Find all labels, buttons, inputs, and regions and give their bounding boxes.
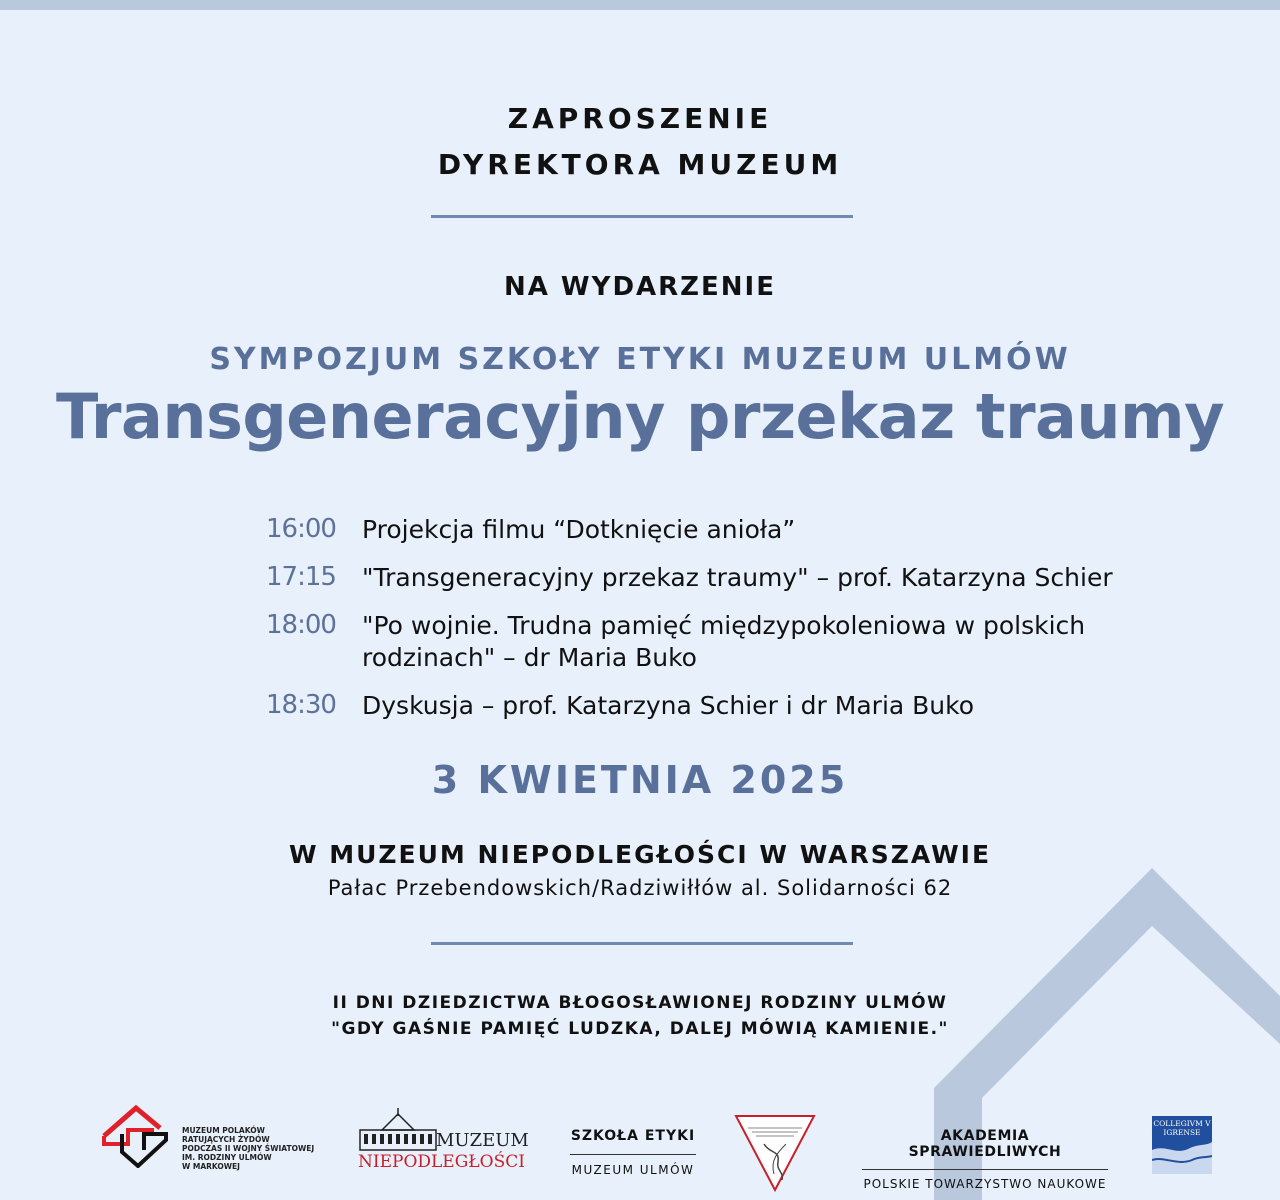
niepodleglosci-museum-logo <box>358 1108 530 1174</box>
akademia-line1: AKADEMIA SPRAWIEDLIWYCH <box>908 1128 1062 1160</box>
niepodleglosci-logo-line1: MUZEUM <box>436 1130 529 1151</box>
invitation-header <box>0 96 1280 188</box>
venue-name: W MUZEUM NIEPODLEGŁOŚCI W WARSZAWIE <box>288 840 992 869</box>
schedule-description: "Transgeneracyjny przekaz traumy" – prof. Katarzyna Schier <box>362 563 1113 592</box>
symposium-title: SYMPOZJUM SZKOŁY ETYKI MUZEUM ULMÓW <box>209 342 1071 377</box>
heritage-days <box>0 990 1280 1042</box>
event-title: Transgeneracyjny przekaz traumy <box>55 380 1225 453</box>
schedule-time: 17:15 <box>266 562 336 592</box>
event-date: 3 KWIETNIA 2025 <box>431 758 849 802</box>
header-line-2: DYREKTORA MUZEUM <box>437 148 843 181</box>
heritage-line-1: II DNI DZIEDZICTWA BŁOGOSŁAWIONEJ RODZINY ULMÓW <box>332 993 948 1013</box>
heritage-quote: "GDY GAŚNIE PAMIĘĆ LUDZKA, DALEJ MÓWIĄ KAMIENIE." <box>331 1019 949 1039</box>
divider-top <box>431 215 853 218</box>
akademia-sprawiedliwych-logo <box>862 1128 1108 1191</box>
schedule-row <box>266 514 1226 546</box>
schedule-description: Dyskusja – prof. Katarzyna Schier i dr Maria Buko <box>362 691 975 720</box>
akademia-line2: POLSKIE TOWARZYSTWO NAUKOWE <box>863 1177 1107 1191</box>
schedule-row <box>266 562 1226 594</box>
ulma-museum-logo <box>100 1104 320 1170</box>
schedule-row <box>266 610 1226 674</box>
schedule-row <box>266 690 1226 722</box>
ulma-logo-text: RATUJĄCYCH ŻYDÓW <box>182 1135 270 1144</box>
schedule <box>266 514 1226 738</box>
event-label: NA WYDARZENIE <box>504 272 776 302</box>
ulma-logo-text: MUZEUM POLAKÓW <box>182 1126 265 1135</box>
collegium-vigrense-logo <box>1152 1116 1212 1174</box>
schedule-time: 18:30 <box>266 690 336 720</box>
divider-bottom <box>431 942 853 945</box>
header-line-1: ZAPROSZENIE <box>507 102 773 135</box>
schedule-description: Projekcja filmu “Dotknięcie anioła” <box>362 515 796 544</box>
venue-address: Pałac Przebendowskich/Radziwiłłów al. Solidarności 62 <box>327 876 953 900</box>
schedule-description: "Po wojnie. Trudna pamięć międzypokoleniowa w polskich rodzinach" – dr Maria Buko <box>362 611 1086 672</box>
ulma-logo-text: W MARKOWEJ <box>182 1162 240 1171</box>
szkola-etyki-line2: MUZEUM ULMÓW <box>571 1163 695 1177</box>
akademia-rule <box>862 1169 1108 1170</box>
szkola-etyki-rule <box>570 1154 696 1155</box>
triangle-emblem-icon <box>734 1114 816 1192</box>
niepodleglosci-logo-line2: NIEPODLEGŁOŚCI <box>358 1152 525 1172</box>
ulma-house-icon <box>100 1104 170 1168</box>
top-border <box>0 0 1280 10</box>
szkola-etyki-line1: SZKOŁA ETYKI <box>570 1128 696 1144</box>
collegium-logo-text: COLLEGIVM VIGRENSE <box>1153 1119 1211 1137</box>
schedule-time: 16:00 <box>266 514 336 544</box>
schedule-time: 18:00 <box>266 610 336 640</box>
palace-icon <box>358 1108 438 1152</box>
ulma-logo-text: IM. RODZINY ULMÓW <box>182 1153 272 1162</box>
szkola-etyki-logo <box>570 1128 696 1177</box>
association-triangle-logo <box>734 1114 816 1192</box>
ulma-logo-text: PODCZAS II WOJNY ŚWIATOWEJ <box>182 1144 315 1153</box>
